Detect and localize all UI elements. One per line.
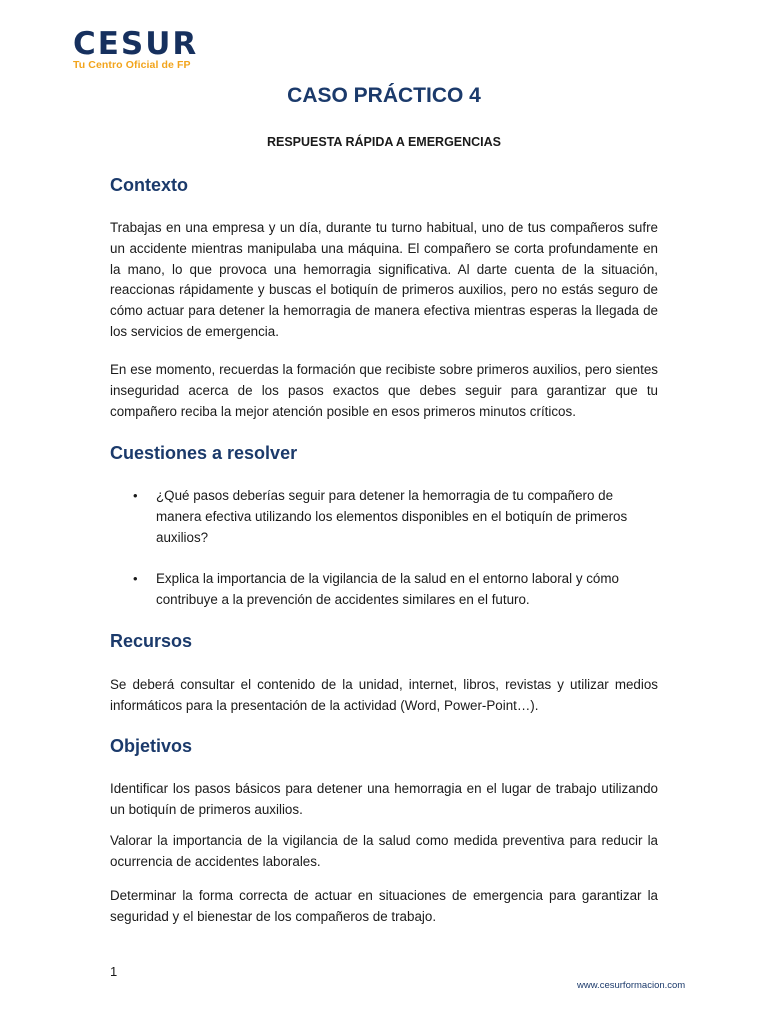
question-1: ¿Qué pasos deberías seguir para detener la hemorragia de tu compañero de manera efectiva utilizando los elementos disponibles en el botiquín de primeros auxilios? bbox=[156, 488, 628, 545]
objetivos-paragraph-3: Determinar la forma correcta de actuar en situaciones de emergencia para garantizar la seguridad y el bienestar de los compañeros de trabajo. bbox=[110, 888, 658, 924]
question-2: Explica la importancia de la vigilancia de la salud en el entorno laboral y cómo contribuye a la prevención de accidentes similares en el futuro. bbox=[156, 571, 619, 607]
footer-url: www.cesurformacion.com bbox=[577, 980, 686, 991]
section-heading-recursos: Recursos bbox=[110, 631, 193, 651]
section-heading-objetivos: Objetivos bbox=[110, 736, 193, 756]
list-item bbox=[133, 486, 658, 548]
logo-wordmark: CESUR bbox=[73, 26, 199, 62]
cesur-logo bbox=[73, 28, 198, 71]
objetivos-paragraph-2: Valorar la importancia de la vigilancia de la salud como medida preventiva para reducir la ocurrencia de accidentes laborales. bbox=[110, 833, 658, 869]
bullet-icon: • bbox=[133, 571, 138, 586]
logo-tagline: Tu Centro Oficial de FP bbox=[73, 59, 191, 71]
section-heading-cuestiones: Cuestiones a resolver bbox=[110, 443, 298, 463]
section-heading-contexto: Contexto bbox=[110, 175, 188, 195]
list-item bbox=[133, 569, 658, 611]
recursos-paragraph: Se deberá consultar el contenido de la unidad, internet, libros, revistas y utilizar medios informáticos para la presentación de la actividad (Word, Power-Point…). bbox=[110, 677, 658, 713]
contexto-paragraph-2: En ese momento, recuerdas la formación que recibiste sobre primeros auxilios, pero sientes inseguridad acerca de los pasos exactos que debes seguir para garantizar que tu compañero reciba la mejor atención posible en esos primeros minutos críticos. bbox=[110, 362, 658, 419]
objetivos-paragraph-1: Identificar los pasos básicos para detener una hemorragia en el lugar de trabajo utilizando un botiquín de primeros auxilios. bbox=[110, 781, 658, 817]
contexto-paragraph-1: Trabajas en una empresa y un día, durante tu turno habitual, uno de tus compañeros sufre un accidente mientras manipulaba una máquina. El compañero se corta profundamente en la mano, lo que provoca una hemorragia significativa. Al darte cuenta de la situación, reaccionas rápidamente y buscas el botiquín de primeros auxilios, pero no estás seguro de cómo actuar para detener la hemorragia de manera efectiva mientras esperas la llegada de los servicios de emergencia. bbox=[110, 220, 658, 339]
bullet-icon: • bbox=[133, 488, 138, 503]
page-number: 1 bbox=[110, 964, 118, 979]
document-title: CASO PRÁCTICO 4 bbox=[287, 84, 481, 107]
document-subtitle: RESPUESTA RÁPIDA A EMERGENCIAS bbox=[266, 135, 502, 149]
